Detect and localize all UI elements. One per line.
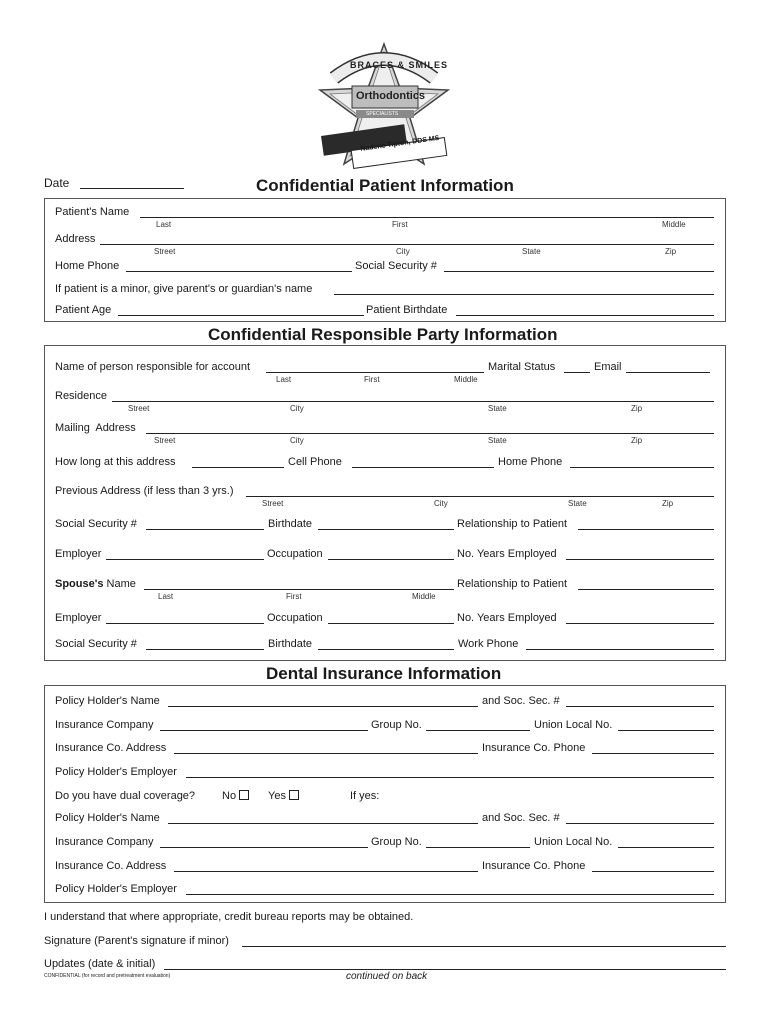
signature-field[interactable] (242, 946, 726, 947)
holder2-employer-label: Policy Holder's Employer (55, 883, 177, 895)
resp-birthdate-label: Birthdate (268, 518, 313, 530)
sub-label-middle: Middle (412, 592, 436, 601)
spouse-name-label (55, 578, 136, 590)
spouse-years-employed-label: No. Years Employed (457, 612, 557, 624)
sub-label-last: Last (276, 375, 292, 384)
responsible-name-field[interactable] (266, 372, 484, 373)
group-no-label: Group No. (371, 719, 422, 731)
holder-soc-sec-field[interactable] (566, 706, 714, 707)
sub-label-zip: Zip (631, 404, 643, 413)
holder2-soc-sec-field[interactable] (566, 823, 714, 824)
sub-label-first: First (286, 592, 302, 601)
guardian-label: If patient is a minor, give parent's or guardian's name (55, 283, 313, 295)
spouse-relationship-field[interactable] (578, 589, 714, 590)
resp-relationship-field[interactable] (578, 529, 714, 530)
sub-label-street: Street (262, 499, 284, 508)
previous-address-field[interactable] (246, 496, 714, 497)
dual-no-option[interactable] (222, 790, 249, 802)
resp-ssn-label: Social Security # (55, 518, 137, 530)
spouse-birthdate-label: Birthdate (268, 638, 313, 650)
sub-label-middle: Middle (662, 220, 686, 229)
residence-field[interactable] (112, 401, 714, 402)
logo-brand-text: Orthodontics (356, 90, 426, 102)
confidential-note: CONFIDENTIAL (for record and pretreatment evaluation) (44, 973, 171, 979)
address-field[interactable] (100, 244, 714, 245)
responsible-name-label: Name of person responsible for account (55, 361, 251, 373)
insurance-address-label: Insurance Co. Address (55, 742, 167, 754)
spouse-ssn-field[interactable] (146, 649, 264, 650)
marital-status-field[interactable] (564, 372, 590, 373)
union-local-field[interactable] (618, 730, 714, 731)
sub-label-city: City (290, 404, 304, 413)
sub-label-first: First (364, 375, 380, 384)
sub-label-last: Last (156, 220, 172, 229)
holder-employer-field[interactable] (186, 777, 714, 778)
home-phone-field[interactable] (126, 271, 352, 272)
insurance2-address-label: Insurance Co. Address (55, 860, 167, 872)
union2-local-field[interactable] (618, 847, 714, 848)
sub-label-first: First (392, 220, 408, 229)
sub-label-zip: Zip (631, 436, 643, 445)
insurance-company-label: Insurance Company (55, 719, 154, 731)
how-long-field[interactable] (192, 467, 284, 468)
continued-on-back: continued on back (346, 971, 428, 982)
insurance2-company-label: Insurance Company (55, 836, 154, 848)
resp-birthdate-field[interactable] (318, 529, 454, 530)
patient-birthdate-label: Patient Birthdate (366, 304, 448, 316)
sub-label-state: State (522, 247, 541, 256)
credit-bureau-notice: I understand that where appropriate, credit bureau reports may be obtained. (44, 911, 414, 923)
insurance2-phone-field[interactable] (592, 871, 714, 872)
patient-info-title: Confidential Patient Information (256, 176, 514, 195)
ssn-label: Social Security # (355, 260, 437, 272)
signature-label: Signature (Parent's signature if minor) (44, 935, 229, 947)
home-phone-field[interactable] (570, 467, 714, 468)
resp-occupation-field[interactable] (328, 559, 454, 560)
no-label: No (222, 790, 237, 802)
holder-name-field[interactable] (168, 706, 478, 707)
updates-label: Updates (date & initial) (44, 958, 156, 970)
insurance2-company-field[interactable] (160, 847, 368, 848)
responsible-party-title: Confidential Responsible Party Information (208, 325, 558, 344)
insurance2-phone-label: Insurance Co. Phone (482, 860, 586, 872)
mailing-address-field[interactable] (146, 433, 714, 434)
sub-label-street: Street (128, 404, 150, 413)
holder2-employer-field[interactable] (186, 894, 714, 895)
residence-label: Residence (55, 390, 107, 402)
group2-no-field[interactable] (426, 847, 530, 848)
group-no-field[interactable] (426, 730, 530, 731)
address-label: Address (55, 233, 96, 245)
practice-logo (312, 40, 458, 170)
patient-age-label: Patient Age (55, 304, 112, 316)
holder2-name-field[interactable] (168, 823, 478, 824)
spouse-ssn-label: Social Security # (55, 638, 137, 650)
spouse-relationship-label: Relationship to Patient (457, 578, 568, 590)
marital-status-label: Marital Status (488, 361, 556, 373)
spouse-bold-text: Spouse's (55, 578, 104, 590)
patient-age-field[interactable] (118, 315, 364, 316)
union2-local-label: Union Local No. (534, 836, 613, 848)
sub-label-street: Street (154, 436, 176, 445)
patient-name-label: Patient's Name (55, 206, 130, 218)
logo-banner-text: BRACES & SMILES (350, 60, 449, 70)
no-checkbox[interactable] (239, 790, 249, 800)
resp-employer-label: Employer (55, 548, 102, 560)
spouse-occupation-field[interactable] (328, 623, 454, 624)
holder-soc-sec-label: and Soc. Sec. # (482, 695, 560, 707)
previous-address-label: Previous Address (if less than 3 yrs.) (55, 485, 234, 497)
home-phone-label: Home Phone (498, 456, 563, 468)
group2-no-label: Group No. (371, 836, 422, 848)
spouse-occupation-label: Occupation (267, 612, 323, 624)
insurance-phone-label: Insurance Co. Phone (482, 742, 586, 754)
dual-yes-option[interactable] (268, 790, 299, 802)
sub-label-state: State (488, 436, 507, 445)
holder2-soc-sec-label: and Soc. Sec. # (482, 812, 560, 824)
insurance2-address-field[interactable] (174, 871, 478, 872)
cell-phone-label: Cell Phone (288, 456, 342, 468)
spouse-employer-label: Employer (55, 612, 102, 624)
dual-coverage-label: Do you have dual coverage? (55, 790, 196, 802)
resp-ssn-field[interactable] (146, 529, 264, 530)
holder2-name-label: Policy Holder's Name (55, 812, 160, 824)
ssn-field[interactable] (444, 271, 714, 272)
resp-years-employed-label: No. Years Employed (457, 548, 557, 560)
cell-phone-field[interactable] (352, 467, 494, 468)
sub-label-state: State (568, 499, 587, 508)
sub-label-zip: Zip (662, 499, 674, 508)
sub-label-zip: Zip (665, 247, 677, 256)
work-phone-label: Work Phone (458, 638, 519, 650)
sub-label-state: State (488, 404, 507, 413)
resp-occupation-label: Occupation (267, 548, 323, 560)
email-field[interactable] (626, 372, 710, 373)
sub-label-city: City (396, 247, 410, 256)
responsible-party-section (44, 345, 726, 661)
sub-label-street: Street (154, 247, 176, 256)
yes-label: Yes (268, 790, 286, 802)
home-phone-label: Home Phone (55, 260, 120, 272)
how-long-label: How long at this address (55, 456, 176, 468)
email-label: Email (594, 361, 622, 373)
sub-label-city: City (290, 436, 304, 445)
patient-birthdate-field[interactable] (456, 315, 714, 316)
spouse-years-employed-field[interactable] (566, 623, 714, 624)
insurance-address-field[interactable] (174, 753, 478, 754)
resp-relationship-label: Relationship to Patient (457, 518, 568, 530)
guardian-field[interactable] (334, 294, 714, 295)
date-label: Date (44, 176, 70, 190)
sub-label-last: Last (158, 592, 174, 601)
insurance-phone-field[interactable] (592, 753, 714, 754)
patient-name-field[interactable] (140, 217, 714, 218)
dental-insurance-title: Dental Insurance Information (266, 664, 502, 683)
logo-tagline: SPECIALISTS (366, 111, 399, 117)
insurance-company-field[interactable] (160, 730, 368, 731)
date-field[interactable] (80, 188, 184, 189)
holder-employer-label: Policy Holder's Employer (55, 766, 177, 778)
sub-label-city: City (434, 499, 448, 508)
resp-years-employed-field[interactable] (566, 559, 714, 560)
spouse-employer-field[interactable] (106, 623, 264, 624)
updates-field[interactable] (164, 969, 726, 970)
if-yes-label: If yes: (350, 790, 380, 802)
spouse-name-text: Name (103, 578, 136, 590)
sub-label-middle: Middle (454, 375, 478, 384)
mailing-address-label: Mailing Address (55, 422, 136, 434)
union-local-label: Union Local No. (534, 719, 613, 731)
resp-employer-field[interactable] (106, 559, 264, 560)
logo-doctor-name: Nadene Tipton, DDS MS (360, 134, 440, 153)
spouse-name-field[interactable] (144, 589, 454, 590)
work-phone-field[interactable] (526, 649, 714, 650)
yes-checkbox[interactable] (289, 790, 299, 800)
holder-name-label: Policy Holder's Name (55, 695, 160, 707)
spouse-birthdate-field[interactable] (318, 649, 454, 650)
